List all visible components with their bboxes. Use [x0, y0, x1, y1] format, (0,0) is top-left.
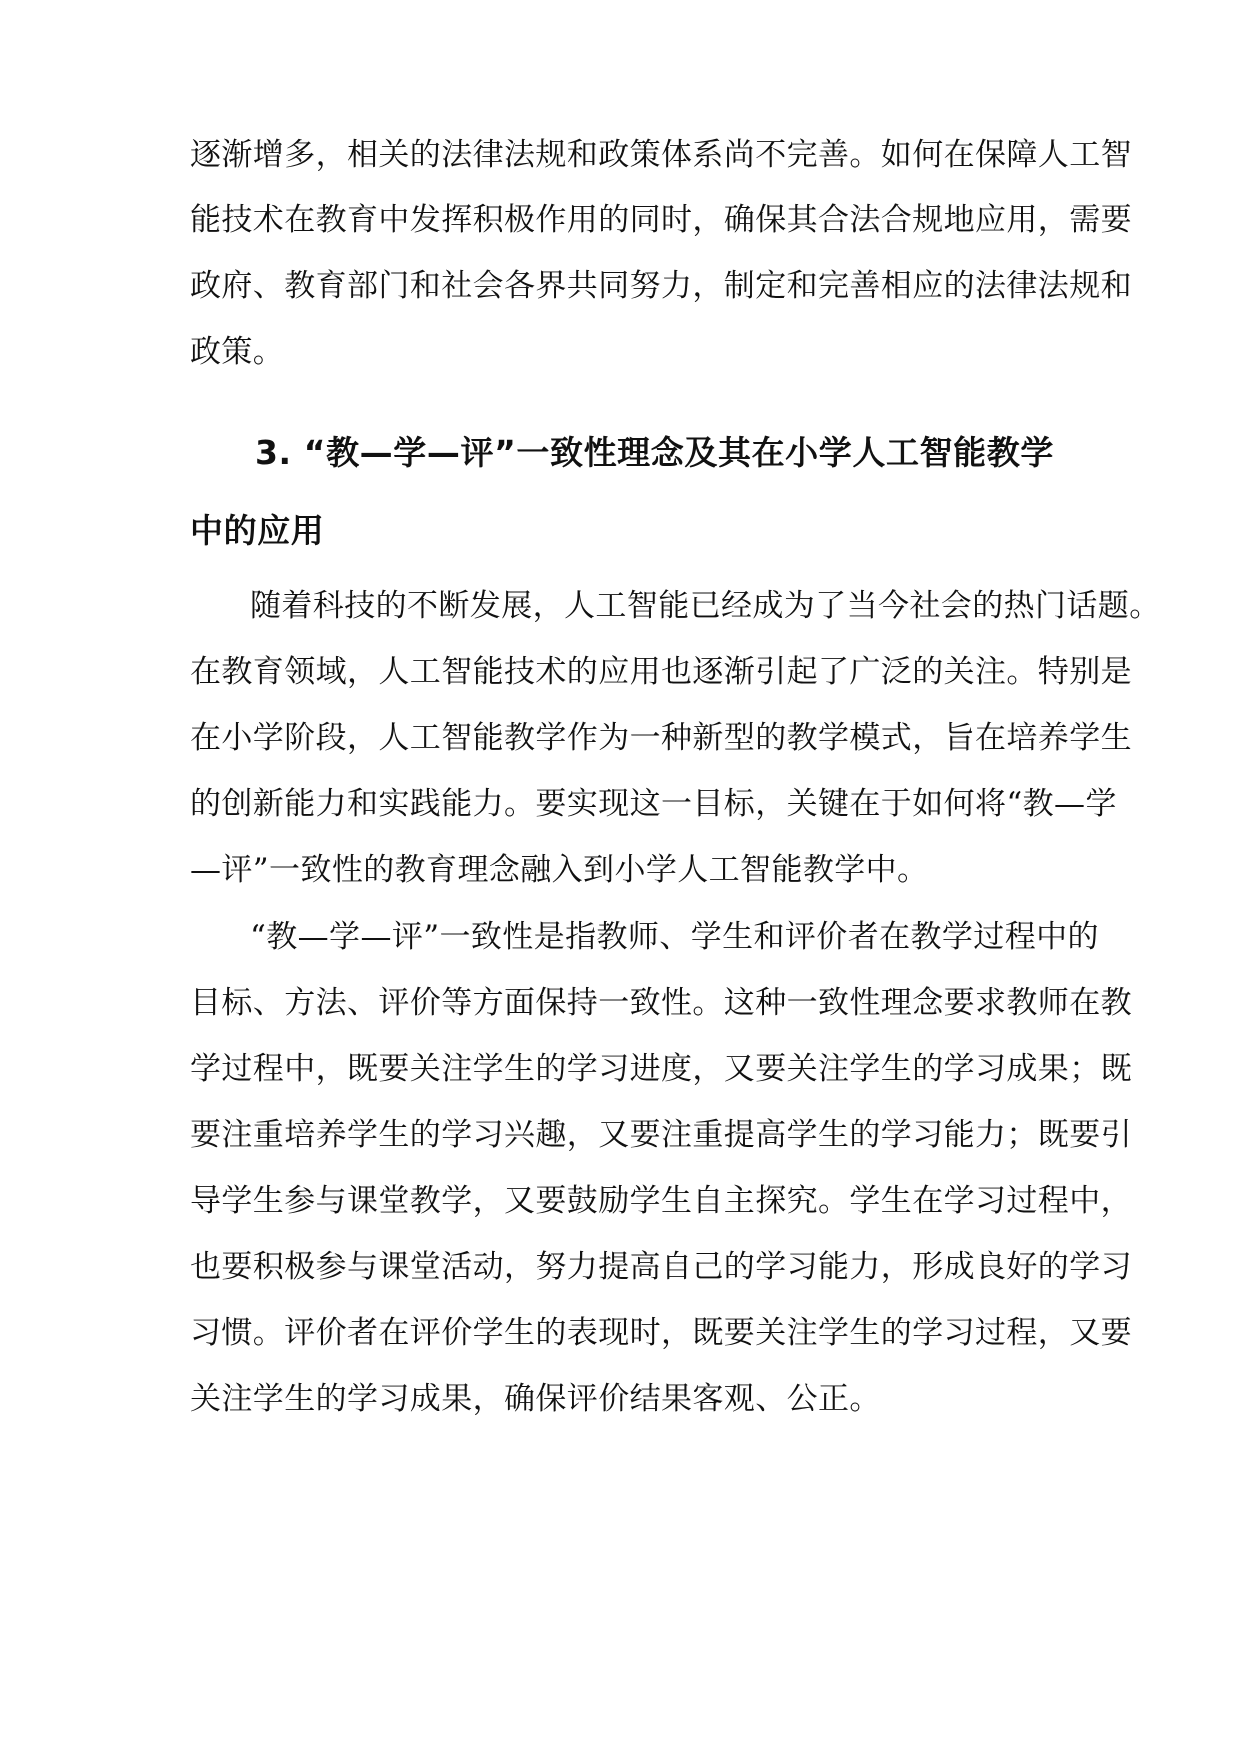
body-text-line: 随着科技的不断发展，人工智能已经成为了当今社会的热门话题。: [250, 588, 1161, 624]
body-text-line: 政策。: [190, 334, 285, 370]
body-text-line: 要注重培养学生的学习兴趣，又要注重提高学生的学习能力；既要引: [190, 1117, 1132, 1153]
body-text-line: 关注学生的学习成果，确保评价结果客观、公正。: [190, 1381, 881, 1417]
body-text-line: —评”一致性的教育理念融入到小学人工智能教学中。: [190, 852, 929, 888]
body-text-line: 学过程中，既要关注学生的学习进度，又要关注学生的学习成果；既: [190, 1051, 1132, 1087]
body-text-line: 逐渐增多，相关的法律法规和政策体系尚不完善。如何在保障人工智: [190, 137, 1132, 173]
body-text-line: 能技术在教育中发挥积极作用的同时，确保其合法合规地应用，需要: [190, 202, 1132, 238]
body-text-line: “教—学—评”一致性是指教师、学生和评价者在教学过程中的: [250, 919, 1099, 955]
body-text-line: 的创新能力和实践能力。要实现这一目标，关键在于如何将“教—学: [190, 786, 1117, 822]
body-text-line: 习惯。评价者在评价学生的表现时，既要关注学生的学习过程，又要: [190, 1315, 1132, 1351]
body-text-line: 导学生参与课堂教学，又要鼓励学生自主探究。学生在学习过程中，: [190, 1183, 1132, 1219]
body-text-line: 在教育领域，人工智能技术的应用也逐渐引起了广泛的关注。特别是: [190, 654, 1132, 690]
body-text-line: 政府、教育部门和社会各界共同努力，制定和完善相应的法律法规和: [190, 268, 1132, 304]
body-text-line: 也要积极参与课堂活动，努力提高自己的学习能力，形成良好的学习: [190, 1249, 1132, 1285]
section-heading-line-2: 中的应用: [190, 511, 325, 550]
body-text-line: 在小学阶段，人工智能教学作为一种新型的教学模式，旨在培养学生: [190, 720, 1132, 756]
section-heading-line-1: 3. “教—学—评”一致性理念及其在小学人工智能教学: [255, 433, 1054, 472]
body-text-line: 目标、方法、评价等方面保持一致性。这种一致性理念要求教师在教: [190, 985, 1132, 1021]
